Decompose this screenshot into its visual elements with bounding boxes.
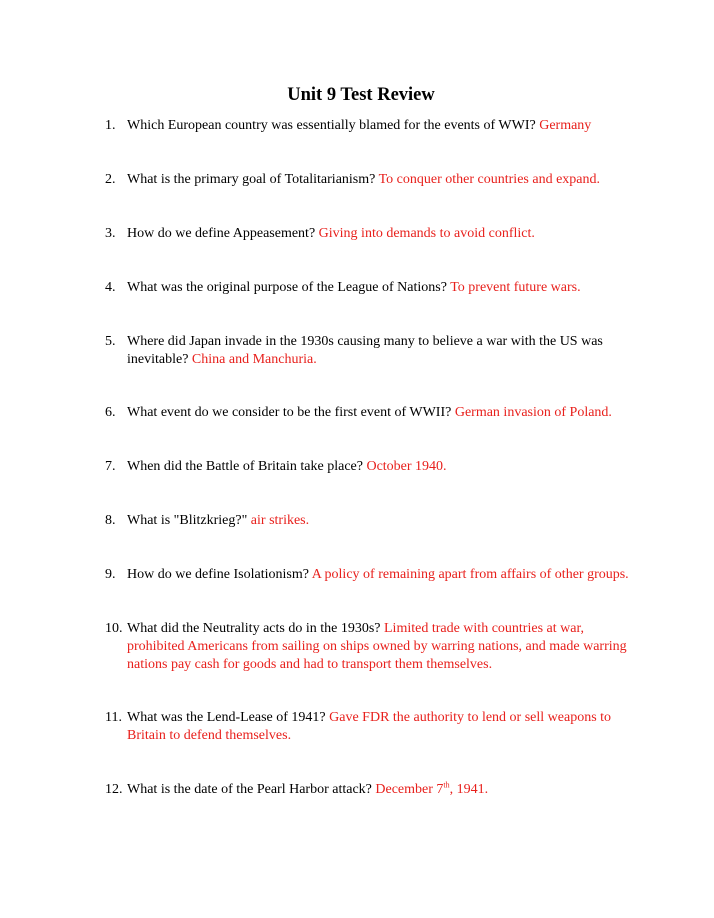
question-text: How do we define Isolationism? [127, 567, 309, 582]
question-text: What is "Blitzkrieg?" [127, 513, 248, 528]
question-text: What did the Neutrality acts do in the 1930s? [127, 621, 381, 636]
question-item [105, 566, 665, 584]
answer-text: German invasion of Poland. [454, 405, 612, 420]
question-body [127, 458, 645, 476]
question-body [127, 225, 645, 243]
question-item [105, 171, 645, 189]
question-text: What was the Lend-Lease of 1941? [127, 710, 326, 725]
answer-text: Gave FDR the authority to lend or sell weapons to Britain to defend themselves. [127, 710, 612, 743]
question-number: 12. [105, 782, 123, 797]
question-text: Where did Japan invade in the 1930s causing many to believe a war with the US was inevitable? [127, 334, 603, 367]
question-text: What is the date of the Pearl Harbor attack? [127, 782, 372, 797]
question-item [105, 404, 645, 422]
answer-text: Giving into demands to avoid conflict. [318, 226, 535, 241]
question-item [105, 279, 645, 297]
ordinal-suffix: th [443, 780, 450, 790]
answer-text [375, 782, 488, 797]
question-number: 9. [105, 567, 116, 582]
answer-year: , 1941. [449, 782, 489, 797]
page-title: Unit 9 Test Review [287, 85, 435, 105]
answer-text: To prevent future wars. [450, 280, 581, 295]
answer-text: To conquer other countries and expand. [378, 172, 600, 187]
question-item [105, 225, 645, 243]
question-text: What event do we consider to be the first event of WWII? [127, 405, 452, 420]
question-body [127, 709, 645, 745]
question-item [105, 333, 645, 369]
question-number: 3. [105, 226, 116, 241]
question-item [105, 512, 645, 530]
answer-date: December 7 [375, 782, 444, 797]
question-text: Which European country was essentially blamed for the events of WWI? [127, 118, 536, 133]
question-item [105, 709, 645, 745]
answer-text: October 1940. [366, 459, 447, 474]
answer-text: China and Manchuria. [191, 352, 317, 367]
question-number: 5. [105, 334, 116, 349]
question-body [127, 781, 645, 799]
question-number: 10. [105, 621, 123, 636]
question-number: 7. [105, 459, 116, 474]
question-number: 8. [105, 513, 116, 528]
question-number: 4. [105, 280, 116, 295]
question-body [127, 404, 645, 422]
question-number: 6. [105, 405, 116, 420]
answer-text: A policy of remaining apart from affairs of other groups. [311, 567, 629, 582]
question-item [105, 117, 645, 135]
question-item [105, 620, 645, 674]
question-body [127, 279, 645, 297]
answer-text: Germany [539, 118, 592, 133]
question-item [105, 781, 645, 799]
question-body [127, 566, 665, 584]
question-number: 11. [105, 710, 122, 725]
question-body [127, 117, 645, 135]
question-text: What is the primary goal of Totalitarianism? [127, 172, 376, 187]
question-text: What was the original purpose of the League of Nations? [127, 280, 447, 295]
question-number: 2. [105, 172, 116, 187]
question-body [127, 333, 645, 369]
question-body [127, 171, 645, 189]
question-item [105, 458, 645, 476]
question-body [127, 620, 645, 674]
answer-text: air strikes. [250, 513, 310, 528]
question-text: How do we define Appeasement? [127, 226, 316, 241]
question-number: 1. [105, 118, 116, 133]
question-text: When did the Battle of Britain take place? [127, 459, 363, 474]
question-body [127, 512, 645, 530]
answer-text: Limited trade with countries at war, prohibited Americans from sailing on ships owned by warring nations, and made warring nations pay cash for goods and had to transport them themselves. [127, 621, 627, 672]
